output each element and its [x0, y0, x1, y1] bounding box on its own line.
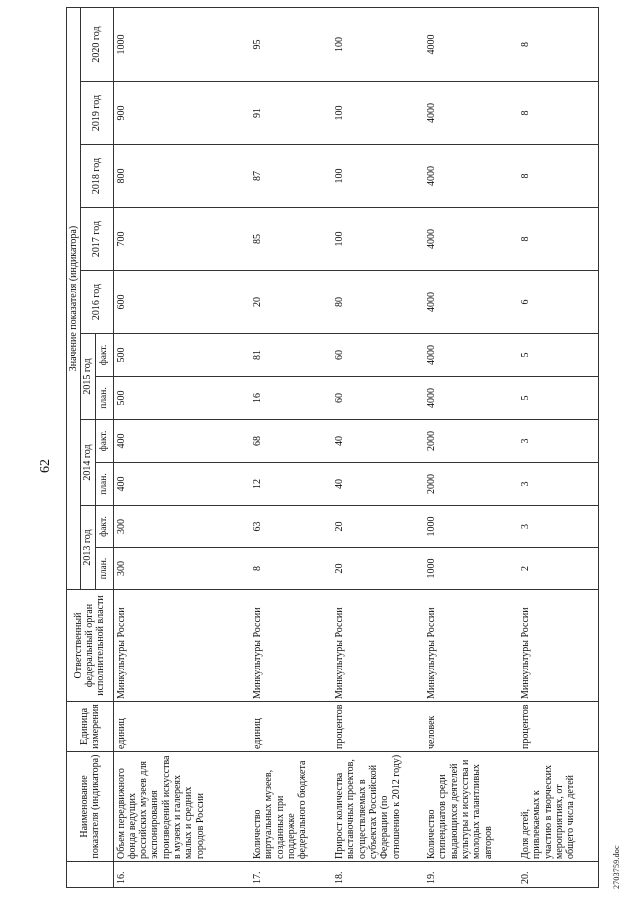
value-2015-plan: 16 [250, 377, 332, 420]
value-2014-fact: 3 [518, 420, 598, 463]
document-code: 2703759.doc [612, 845, 621, 889]
row-number: 17. [250, 862, 332, 888]
row-number: 16. [113, 862, 250, 888]
value-2013-plan: 20 [332, 548, 424, 590]
value-2020: 95 [250, 7, 332, 81]
unit-cell: процентов [518, 702, 598, 752]
indicator-name: Доля детей, привлекаемых к участию в творческих мероприятиях, от общего числа детей [518, 752, 598, 862]
value-2015-plan: 4000 [424, 377, 518, 420]
unit-cell: человек [424, 702, 518, 752]
value-2014-plan: 2000 [424, 463, 518, 506]
value-2018: 100 [332, 145, 424, 208]
value-2013-fact: 20 [332, 506, 424, 548]
value-2020: 100 [332, 7, 424, 81]
value-2020: 1000 [113, 7, 250, 81]
value-2019: 900 [113, 82, 250, 145]
value-2014-fact: 40 [332, 420, 424, 463]
value-2017: 85 [250, 208, 332, 271]
value-2016: 20 [250, 271, 332, 334]
header-year-2017: 2017 год [81, 208, 113, 271]
value-2013-fact: 300 [113, 506, 250, 548]
value-2017: 100 [332, 208, 424, 271]
page-number: 62 [38, 459, 53, 473]
value-2018: 4000 [424, 145, 518, 208]
value-2015-fact: 4000 [424, 334, 518, 377]
value-2015-plan: 500 [113, 377, 250, 420]
indicators-table [66, 7, 599, 888]
value-2015-plan: 5 [518, 377, 598, 420]
value-2016: 6 [518, 271, 598, 334]
value-2014-fact: 2000 [424, 420, 518, 463]
row-number: 19. [424, 862, 518, 888]
header-2013-fact: факт. [95, 506, 113, 548]
value-2013-fact: 3 [518, 506, 598, 548]
header-name: Наименование показателя (индикатора) [67, 752, 114, 862]
value-2019: 8 [518, 82, 598, 145]
header-2015-plan: план. [95, 377, 113, 420]
table-row [332, 7, 424, 887]
header-2015-fact: факт. [95, 334, 113, 377]
row-number: 20. [518, 862, 598, 888]
value-2018: 8 [518, 145, 598, 208]
value-2014-plan: 3 [518, 463, 598, 506]
header-unit: Единица измерения [67, 702, 114, 752]
value-2014-fact: 400 [113, 420, 250, 463]
org-cell: Минкультуры России [424, 590, 518, 702]
value-2014-fact: 68 [250, 420, 332, 463]
value-2013-plan: 1000 [424, 548, 518, 590]
value-2015-plan: 60 [332, 377, 424, 420]
value-2014-plan: 40 [332, 463, 424, 506]
value-2013-plan: 300 [113, 548, 250, 590]
value-2018: 87 [250, 145, 332, 208]
header-num-blank [67, 862, 114, 888]
value-2017: 8 [518, 208, 598, 271]
value-2014-plan: 400 [113, 463, 250, 506]
table-row [113, 7, 250, 887]
value-2015-fact: 500 [113, 334, 250, 377]
table-row [518, 7, 598, 887]
header-year-2013: 2013 год [81, 506, 95, 590]
value-2016: 600 [113, 271, 250, 334]
indicator-name: Количество виртуальных музеев, созданных при поддержке федерального бюджета [250, 752, 332, 862]
table-row [250, 7, 332, 887]
value-2017: 700 [113, 208, 250, 271]
value-2015-fact: 60 [332, 334, 424, 377]
value-2020: 8 [518, 7, 598, 81]
value-2019: 91 [250, 82, 332, 145]
header-org: Ответственный федеральный орган исполнительной власти [67, 590, 114, 702]
unit-cell: единиц [113, 702, 250, 752]
value-2015-fact: 5 [518, 334, 598, 377]
header-year-2018: 2018 год [81, 145, 113, 208]
value-2013-plan: 8 [250, 548, 332, 590]
value-2013-plan: 2 [518, 548, 598, 590]
value-2013-fact: 63 [250, 506, 332, 548]
header-year-2014: 2014 год [81, 420, 95, 506]
header-year-2020: 2020 год [81, 7, 113, 81]
indicator-name: Объем передвижного фонда ведущих российских музеев для экспонирования произведений искусства в музеях и галереях малых и средних городов России [113, 752, 250, 862]
org-cell: Минкультуры России [518, 590, 598, 702]
org-cell: Минкультуры России [250, 590, 332, 702]
value-2018: 800 [113, 145, 250, 208]
value-2015-fact: 81 [250, 334, 332, 377]
unit-cell: единиц [250, 702, 332, 752]
value-2020: 4000 [424, 7, 518, 81]
unit-cell: процентов [332, 702, 424, 752]
value-2019: 4000 [424, 82, 518, 145]
value-2014-plan: 12 [250, 463, 332, 506]
table-row [424, 7, 518, 887]
value-2019: 100 [332, 82, 424, 145]
header-year-2019: 2019 год [81, 82, 113, 145]
header-values-group: Значение показателя (индикатора) [67, 7, 81, 589]
table-header [67, 7, 114, 887]
row-number: 18. [332, 862, 424, 888]
header-year-2016: 2016 год [81, 271, 113, 334]
indicator-name: Количество стипендиатов среди выдающихся деятелей культуры и искусства и молодых талантливых авторов [424, 752, 518, 862]
indicator-name: Прирост количества выставочных проектов, осуществляемых в субъектах Российской Федерации (по отношению к 2012 году) [332, 752, 424, 862]
value-2016: 80 [332, 271, 424, 334]
org-cell: Минкультуры России [332, 590, 424, 702]
header-2014-plan: план. [95, 463, 113, 506]
header-year-2015: 2015 год [81, 334, 95, 420]
value-2013-fact: 1000 [424, 506, 518, 548]
org-cell: Минкультуры России [113, 590, 250, 702]
header-2013-plan: план. [95, 548, 113, 590]
value-2017: 4000 [424, 208, 518, 271]
header-2014-fact: факт. [95, 420, 113, 463]
value-2016: 4000 [424, 271, 518, 334]
